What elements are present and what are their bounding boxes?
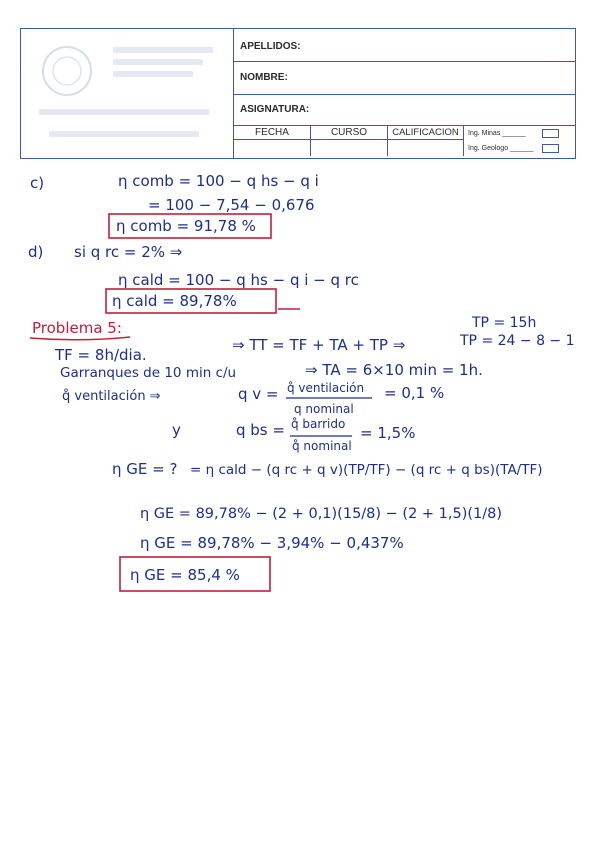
nombre-label: NOMBRE: xyxy=(240,72,288,83)
tp-value: TP = 15h xyxy=(472,315,537,331)
nge-formula: = η cald − (q rc + q v)(TP/TF) − (q rc + q bs)(TA/TF) xyxy=(190,462,543,478)
qv-equation: q v = xyxy=(238,385,279,403)
tp-derivation: TP = 24 − 8 − 1 xyxy=(460,333,575,349)
apellidos-label: APELLIDOS: xyxy=(240,41,301,52)
part-c-label: c) xyxy=(30,174,45,192)
nge-result: η GE = 85,4 % xyxy=(130,566,240,584)
tf-line: TF = 8h/dia. xyxy=(55,346,147,364)
d-condition: si q rc = 2% ⇒ xyxy=(74,243,183,261)
c-result: η comb = 91,78 % xyxy=(116,217,256,235)
tt-equation: ⇒ TT = TF + TA + TP ⇒ xyxy=(232,336,406,354)
qbs-equation: q bs = xyxy=(236,421,285,439)
y-label: y xyxy=(172,421,181,439)
d-equation: η cald = 100 − q hs − q i − q rc xyxy=(118,271,359,289)
c-equation-1: η comb = 100 − q hs − q i xyxy=(118,172,319,190)
qv-value: = 0,1 % xyxy=(384,384,445,402)
ta-equation: ⇒ TA = 6×10 min = 1h. xyxy=(305,361,483,379)
problema-5-label: Problema 5: xyxy=(32,319,122,337)
part-d-label: d) xyxy=(28,243,44,261)
nge-line-2: η GE = 89,78% − 3,94% − 0,437% xyxy=(140,534,404,552)
d-result: η cald = 89,78% xyxy=(112,292,237,310)
problema-underline xyxy=(30,337,130,340)
ing-geologo-label: Ing. Geologo ______ xyxy=(468,145,534,152)
c-equation-2: = 100 − 7,54 − 0,676 xyxy=(148,196,315,214)
fecha-label: FECHA xyxy=(234,126,310,140)
curso-label: CURSO xyxy=(311,126,387,140)
qv-numerator: q̊ ventilación xyxy=(287,381,365,395)
qbs-value: = 1,5% xyxy=(360,424,416,442)
qbs-denominator: q̊ nominal xyxy=(292,439,352,453)
arranques-line: Garranques de 10 min c/u xyxy=(60,365,237,381)
ing-minas-label: Ing. Minas ______ xyxy=(468,130,526,137)
nge-substitution: η GE = 89,78% − (2 + 0,1)(15/8) − (2 + 1,5)(1/8) xyxy=(140,506,503,522)
qbs-numerator: q̊ barrido xyxy=(291,417,346,431)
asignatura-label: ASIGNATURA: xyxy=(240,104,310,115)
nge-question: η GE = ? xyxy=(112,460,178,478)
qv-label: q̊ ventilación ⇒ xyxy=(62,389,161,404)
qv-denominator: q nominal xyxy=(294,402,354,416)
calificacion-label: CALIFICACION xyxy=(388,126,463,140)
